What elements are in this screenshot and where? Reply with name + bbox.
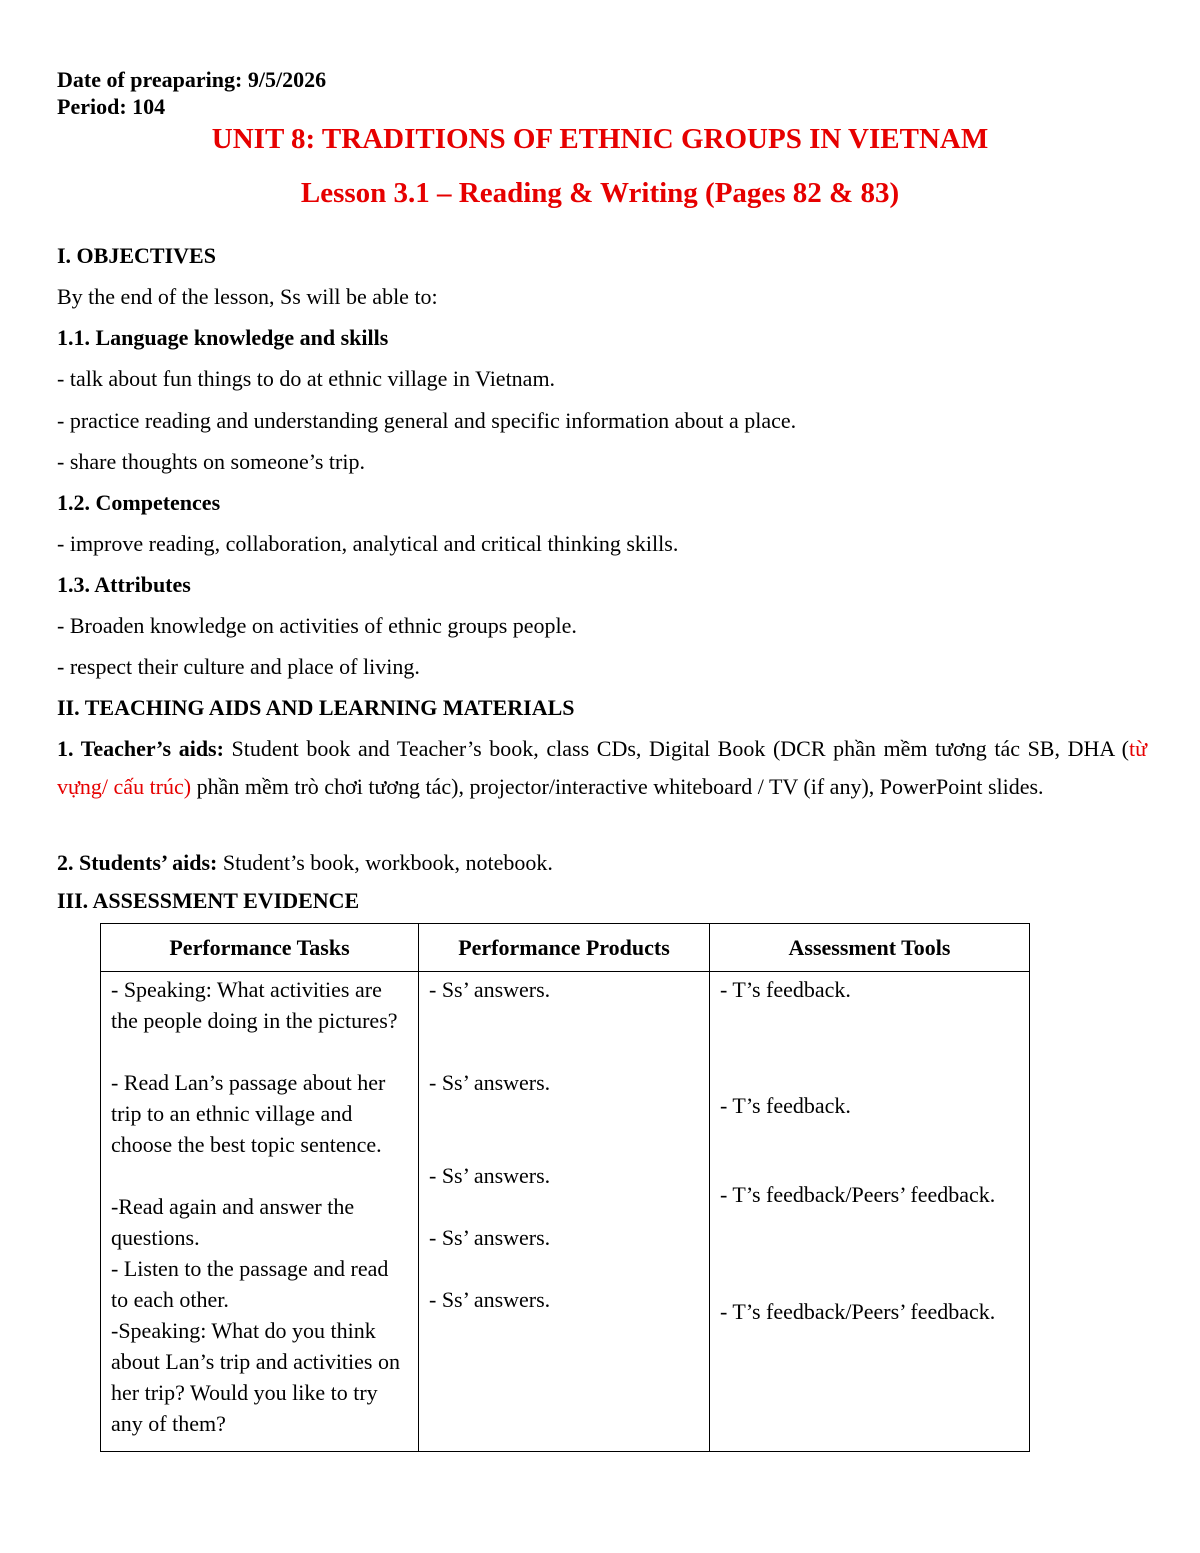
students-aids-paragraph xyxy=(57,850,553,876)
students-aids-text: Student’s book, workbook, notebook. xyxy=(217,850,553,875)
teachers-aids-label: 1. Teacher’s aids: xyxy=(57,736,224,761)
objectives-heading: I. OBJECTIVES xyxy=(57,243,216,268)
product-item: - Ss’ answers. xyxy=(429,1225,551,1250)
assessment-heading: III. ASSESSMENT EVIDENCE xyxy=(57,888,360,913)
language-item: - talk about fun things to do at ethnic village in Vietnam. xyxy=(57,366,556,391)
objectives-intro: By the end of the lesson, Ss will be able to: xyxy=(57,284,438,309)
language-item: - share thoughts on someone’s trip. xyxy=(57,449,365,474)
date-of-preparing: Date of preaparing: 9/5/2026 xyxy=(57,67,327,92)
attributes-item: - respect their culture and place of living. xyxy=(57,654,420,679)
competences-item: - improve reading, collaboration, analytical and critical thinking skills. xyxy=(57,531,679,556)
product-item: - Ss’ answers. xyxy=(429,1070,551,1095)
competences-heading: 1.2. Competences xyxy=(57,490,221,515)
language-heading: 1.1. Language knowledge and skills xyxy=(57,325,389,350)
performance-tasks-cell xyxy=(101,972,419,1452)
teachers-aids-highlight: từ vựng/ cấu trúc) xyxy=(57,736,1147,799)
table-row xyxy=(101,972,1030,1452)
column-header: Assessment Tools xyxy=(710,924,1030,972)
table-header-row xyxy=(101,924,1030,972)
task-item: -Read again and answer the questions. xyxy=(111,1194,355,1250)
task-item: - Listen to the passage and read to each other. xyxy=(111,1256,389,1312)
task-item: - Read Lan’s passage about her trip to an ethnic village and choose the best topic sentence. xyxy=(111,1070,386,1157)
product-item: - Ss’ answers. xyxy=(429,1163,551,1188)
performance-products-cell xyxy=(419,972,710,1452)
tool-item: - T’s feedback/Peers’ feedback. xyxy=(720,1299,996,1324)
product-item: - Ss’ answers. xyxy=(429,977,551,1002)
teachers-aids-text: Student book and Teacher’s book, class CDs, Digital Book (DCR phần mềm tương tác SB, DHA ( xyxy=(223,736,1129,761)
assessment-tools-cell xyxy=(710,972,1030,1452)
language-item: - practice reading and understanding general and specific information about a place. xyxy=(57,408,797,433)
students-aids-label: 2. Students’ aids: xyxy=(57,850,218,875)
column-header: Performance Tasks xyxy=(101,924,419,972)
unit-title: UNIT 8: TRADITIONS OF ETHNIC GROUPS IN VIETNAM xyxy=(211,123,989,155)
tool-item: - T’s feedback/Peers’ feedback. xyxy=(720,1182,996,1207)
teachers-aids-text-end: phần mềm trò chơi tương tác), projector/interactive whiteboard / TV (if any), PowerPoint slides. xyxy=(191,774,1044,799)
column-header: Performance Products xyxy=(419,924,710,972)
assessment-table xyxy=(100,923,1030,1452)
teaching-aids-heading: II. TEACHING AIDS AND LEARNING MATERIALS xyxy=(57,695,575,720)
tool-item: - T’s feedback. xyxy=(720,977,851,1002)
task-item: -Speaking: What do you think about Lan’s trip and activities on her trip? Would you like to try any of them? xyxy=(111,1318,400,1436)
product-item: - Ss’ answers. xyxy=(429,1287,551,1312)
teachers-aids-paragraph xyxy=(57,730,1147,806)
attributes-item: - Broaden knowledge on activities of ethnic groups people. xyxy=(57,613,577,638)
attributes-heading: 1.3. Attributes xyxy=(57,572,191,597)
lesson-title: Lesson 3.1 – Reading & Writing (Pages 82 & 83) xyxy=(300,177,900,209)
period: Period: 104 xyxy=(57,94,166,119)
tool-item: - T’s feedback. xyxy=(720,1093,851,1118)
task-item: - Speaking: What activities are the people doing in the pictures? xyxy=(111,977,398,1033)
